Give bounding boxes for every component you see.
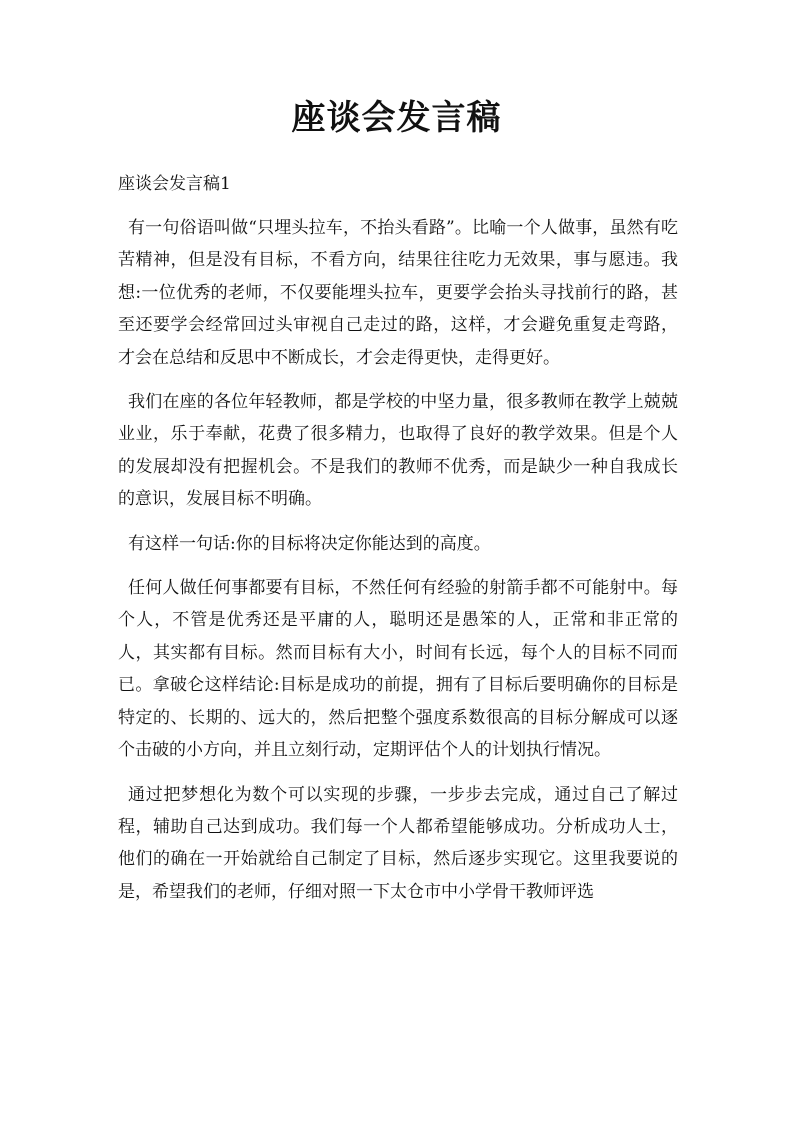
paragraph: 有一句俗语叫做“只埋头拉车，不抬头看路”。比喻一个人做事，虽然有吃苦精神，但是没有目标，不看方向，结果往往吃力无效果，事与愿违。我想:一位优秀的老师，不仅要能埋头拉车，更要学会抬头寻找前行的路，甚至还要学会经常回过头审视自己走过的路，这样，才会避免重复走弯路，才会在总结和反思中不断成长，才会走得更快，走得更好。 — [118, 218, 678, 368]
paragraph: 我们在座的各位年轻教师，都是学校的中坚力量，很多教师在教学上兢兢业业，乐于奉献，花费了很多精力，也取得了良好的教学效果。但是个人的发展却没有把握机会。不是我们的教师不优秀，而是缺少一种自我成长的意识，发展目标不明确。 — [118, 392, 678, 510]
paragraph: 有这样一句话:你的目标将决定你能达到的高度。 — [128, 533, 491, 554]
paragraph: 任何人做任何事都要有目标，不然任何有经验的射箭手都不可能射中。每个人，不管是优秀还是平庸的人，聪明还是愚笨的人，正常和非正常的人，其实都有目标。然而目标有大小，时间有长远，每个人的目标不同而已。拿破仑这样结论:目标是成功的前提，拥有了目标后要明确你的目标是特定的、长期的、远大的，然后把整个强度系数很高的目标分解成可以逐个击破的小方向，并且立刻行动，定期评估个人的计划执行情况。 — [118, 578, 678, 761]
document-title: 座谈会发言稿 — [291, 98, 502, 138]
section-heading: 座谈会发言稿1 — [118, 174, 231, 194]
paragraph: 通过把梦想化为数个可以实现的步骤，一步步去完成，通过自己了解过程，辅助自己达到成功。我们每一个人都希望能够成功。分析成功人士，他们的确在一开始就给自己制定了目标，然后逐步实现它。这里我要说的是，希望我们的老师，仔细对照一下太仓市中小学骨干教师评选 — [118, 784, 678, 902]
document-body — [118, 212, 678, 920]
